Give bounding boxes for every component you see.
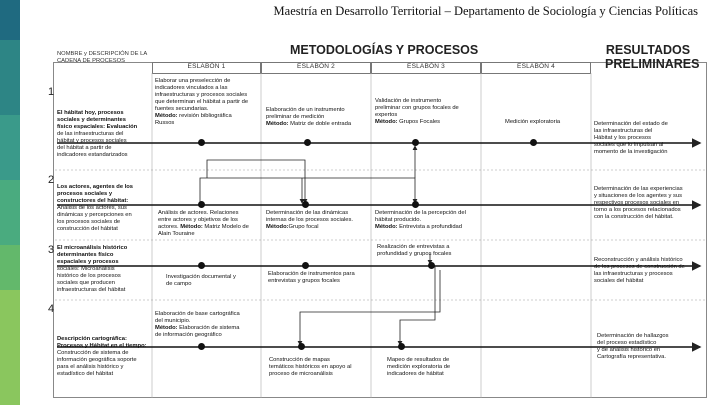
row-number: 3 [48, 244, 55, 256]
timeline-node [302, 262, 309, 269]
stage-row3-eslabon2: Elaboración de instrumentos para entrevistas y grupos focales [268, 271, 355, 284]
page-title: Maestría en Desarrollo Territorial – Departamento de Sociología y Ciencias Políticas [273, 4, 698, 18]
row-number: 4 [48, 303, 55, 315]
connector-arrow [207, 160, 305, 203]
stage-row1-eslabon4: Medición exploratoria [505, 119, 561, 125]
process-name-row-3: El microanálisis histórico determinantes físico espaciales y procesos sociales: Microanálisis histórico de los procesos sociales que producen infraestructuras del hábitat [57, 245, 128, 293]
left-column-header: NOMBRE y DESCRIPCIÓN DE LA CADENA DE PROCESOS [57, 51, 147, 64]
stage-row2-eslabon1: Análisis de actores. Relaciones entre actores y objetivos de los actores. Método: Matriz Modelo de Alain Touraine [158, 210, 249, 237]
timeline-node [198, 343, 205, 350]
timeline-node [412, 201, 419, 208]
result-row-2: Determinación de las experiencias y situaciones de los agentes y sus respectivos procesos sociales en torno a los procesos relacionados con la construcción del hábitat. [594, 186, 683, 220]
stage-row4-eslabon2: Construcción de mapas temáticos históricos en apoyo al proceso de microanálisis [269, 357, 352, 377]
timeline-node [304, 139, 311, 146]
process-name-row-2: Los actores, agentes de los procesos sociales y constructores del hábitat: Análisis de los actores, sus dinámicas y percepciones en los procesos sociales de construcción del hábitat [57, 184, 134, 232]
timeline-node [198, 262, 205, 269]
stage-row4-eslabon3: Mapeo de resultados de medición exploratoria de indicadores de hábitat [387, 357, 451, 377]
stage-row1-eslabon2: Elaboración de un instrumento preliminar de medición Método: Matriz de doble entrada [266, 107, 352, 127]
timeline-node [428, 262, 435, 269]
stage-row4-eslabon1: Elaboración de base cartográfica del municipio. Método: Elaboración de sistema de información geográfico [155, 311, 240, 338]
result-row-4: Determinación de hallazgos del proceso estadístico y de análisis histórico en Cartografía representativa. [597, 333, 669, 360]
column-header-1: ESLABÓN 1 [152, 62, 261, 74]
stage-row2-eslabon2: Determinación de las dinámicas internas de los procesos sociales. Método:Grupo focal [266, 210, 353, 230]
timeline-node [530, 139, 537, 146]
timeline-node [198, 201, 205, 208]
timeline-node [302, 201, 309, 208]
column-header-2: ESLABÓN 2 [261, 62, 371, 74]
connector-arrow [400, 266, 435, 345]
right-header-line2: PRELIMINARES [605, 57, 700, 71]
timeline-node [198, 139, 205, 146]
stage-row1-eslabon1: Elaborar una preselección de indicadores vinculados a las infraestructuras y procesos sociales que determinan el hábitat a partir de fuentes secundarias. Método: revisión bibliográfica Russos [155, 78, 249, 126]
timeline-node [412, 139, 419, 146]
row-number: 2 [48, 174, 55, 186]
row-number: 1 [48, 86, 55, 98]
right-header-line1: RESULTADOS [605, 43, 691, 57]
stage-row1-eslabon3: Validación de instrumento preliminar con grupos focales de expertos Método: Grupos Focales [375, 98, 459, 125]
stage-row3-eslabon1: Investigación documental y de campo [166, 274, 236, 287]
process-name-row-4: Descripción cartográfica: Procesos y Hábitat en el tiempo: Construcción de sistema de información geográfica soporte para el análisis histórico y estadístico del hábitat [57, 336, 147, 377]
center-header: METODOLOGÍAS Y PROCESOS [290, 43, 479, 57]
result-row-3: Reconstrucción y análisis histórico de los procesos de construcción de las infraestructuras y procesos sociales del hábitat [594, 257, 685, 284]
process-name-row-1: El hábitat hoy, procesos sociales y determinantes físico espaciales: Evaluación de las infraestructuras del hábitat y procesos sociales del hábitat a partir de indicadores estandarizados [57, 110, 138, 158]
stage-row2-eslabon3: Determinación de la percepción del hábitat producido. Método: Entrevista a profundidad [375, 210, 466, 230]
timeline-node [398, 343, 405, 350]
timeline-node [298, 343, 305, 350]
result-row-1: Determinación del estado de las infraestructuras del Hábitat y los procesos sociales que lo impulsan al momento de la investigación [594, 121, 668, 155]
column-header-4: ESLABÓN 4 [481, 62, 591, 74]
column-header-3: ESLABÓN 3 [371, 62, 481, 74]
stage-row3-eslabon3: Realización de entrevistas a profundidad y grupos focales [377, 244, 452, 257]
